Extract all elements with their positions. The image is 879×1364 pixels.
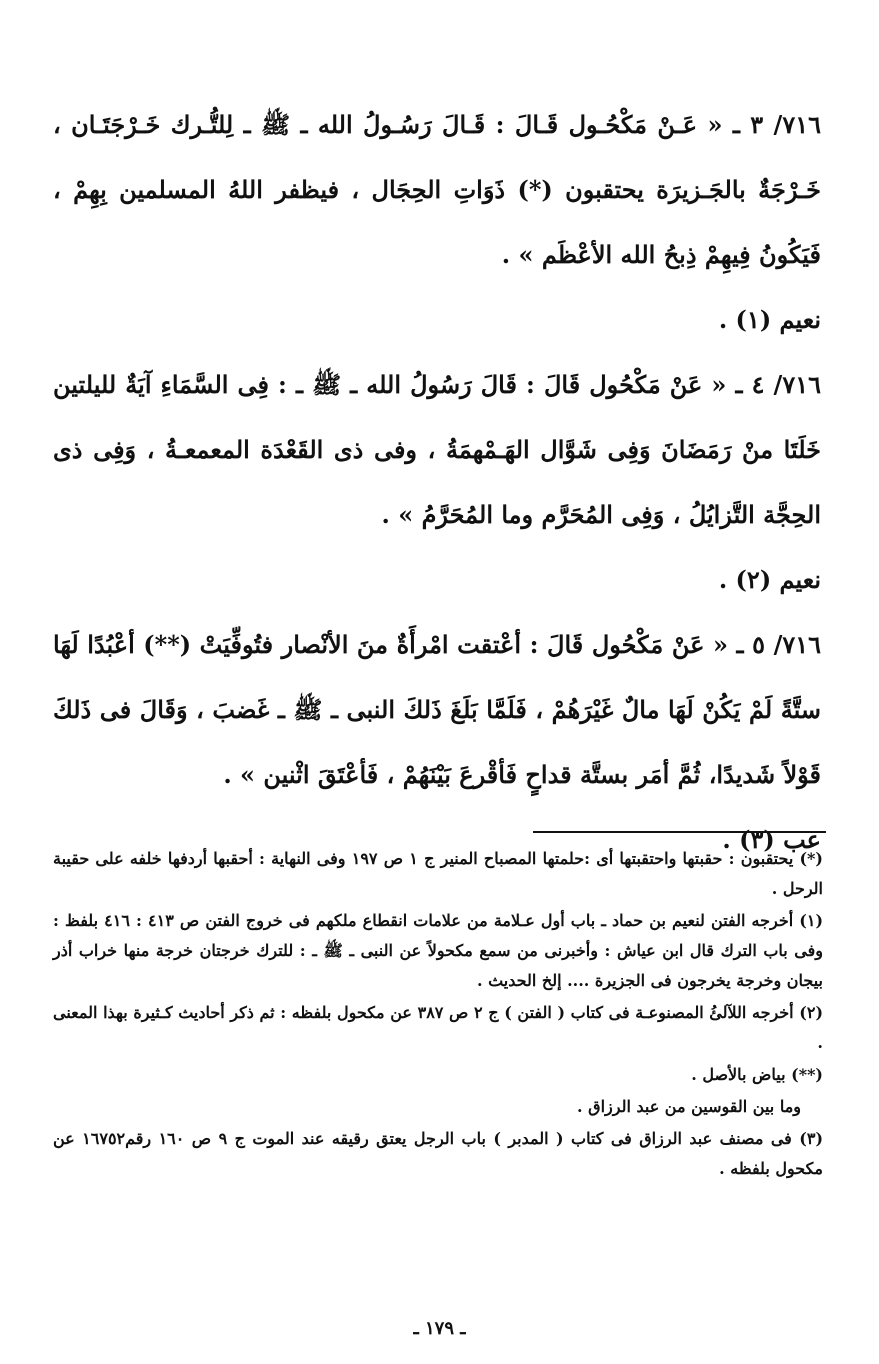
hadith-text: ٧١٦/ ٤ ـ « عَنْ مَكْحُول قَالَ : قَالَ رَسُولُ الله ـ ﷺ ـ : فِى السَّمَاءِ آيَةٌ لليلتين خَلَتَا منْ رَمَضَانَ وَفِى شَوَّال الهَـمْهمَةُ ، وفى ذى القَعْدَة المعمعـةُ ، وَفِى ذى الحِجَّة التَّزايُلُ ، وَفِى المُحَرَّم وما المُحَرَّمُ » . — [53, 370, 822, 529]
footnote-star: (*) يحتقبون : حقبتها واحتقبتها أى :حلمتها المصباح المنير ج ١ ص ١٩٧ وفى النهاية : أحقبها أردفها خلفه على حقيبة الرحل . — [53, 849, 823, 898]
hadith-entry-716-5 — [53, 612, 821, 872]
footnote-3: (٣) فى مصنف عبد الرزاق فى كتاب ( المدبر ) باب الرجل يعتق رقيقه عند الموت ج ٩ ص ١٦٠ رقم١٦٧٥٢ عن مكحول بلفظه . — [53, 1129, 824, 1178]
hadith-entry-716-4 — [53, 352, 821, 612]
footnote-2: (٢) أخرجه اللآلئُ المصنوعـة فى كتاب ( الفتن ) ج ٢ ص ٣٨٧ عن مكحول بلفظه : ثم ذكر أحاديث كـثيرة بهذا المعنى . — [53, 1003, 824, 1052]
footnote-double-star-note: وما بين القوسين من عبد الرزاق . — [577, 1097, 801, 1116]
hadith-source: عب (٣) . — [722, 825, 821, 854]
hadith-text: ٧١٦/ ٥ ـ « عَنْ مَكْحُول قَالَ : أعْتقت امْرأَةٌ منَ الأنْصار فتُوفِّيَتْ (**) أعْبُدًا لَهَا ستَّةً لَمْ يَكُنْ لَهَا مالٌ غَيْرَهُمْ ، فَلَمَّا بَلَغَ ذَلكَ النبى ـ ﷺ ـ غَضبَ ، وَقَالَ فى ذَلكَ قَوْلاً شَديدًا، ثُمَّ أمَر بستَّة قداحٍ فَأقْرعَ بَيْنَهُمْ ، فَأعْتَقَ اثْنين » . — [53, 630, 822, 789]
hadith-source: نعيم (٢) . — [718, 565, 821, 594]
footnotes — [53, 844, 823, 1186]
hadith-source: نعيم (١) . — [718, 305, 821, 334]
hadith-entry-716-3 — [53, 92, 821, 352]
main-text — [53, 92, 821, 872]
hadith-text: ٧١٦/ ٣ ـ « عَـنْ مَكْحُـول قَـالَ : قَـالَ رَسُـولُ الله ـ ﷺ ـ لِلتُّـرك خَـرْجَتَـان ، خَـرْجَةٌ بالجَـزيرَة يحتقبون (*) ذَوَاتِ الحِجَال ، فيظفر اللهُ المسلمين بِهِمْ ، فَيَكُونُ فِيهِمْ ذِبحُ الله الأعْظَم » . — [53, 110, 821, 269]
footnote-double-star: (**) بياض بالأصل . — [691, 1065, 823, 1084]
page-number: ـ ١٧٩ ـ — [413, 1318, 466, 1339]
footnote-divider — [533, 831, 826, 833]
footnote-1: (١) أخرجه الفتن لنعيم بن حماد ـ باب أول عـلامة من علامات انقطاع ملكهم فى خروج الفتن ص ٤١٣ : ٤١٦ بلفظ : وفى باب الترك قال ابن عياش : وأخبرنى من سمع مكحولاً عن النبى ـ ﷺ ـ : للترك خرجتان خرجة منها خراب أذر بيجان وخرجة يخرجون فى الجزيرة .... إلخ الحديث . — [53, 911, 824, 990]
